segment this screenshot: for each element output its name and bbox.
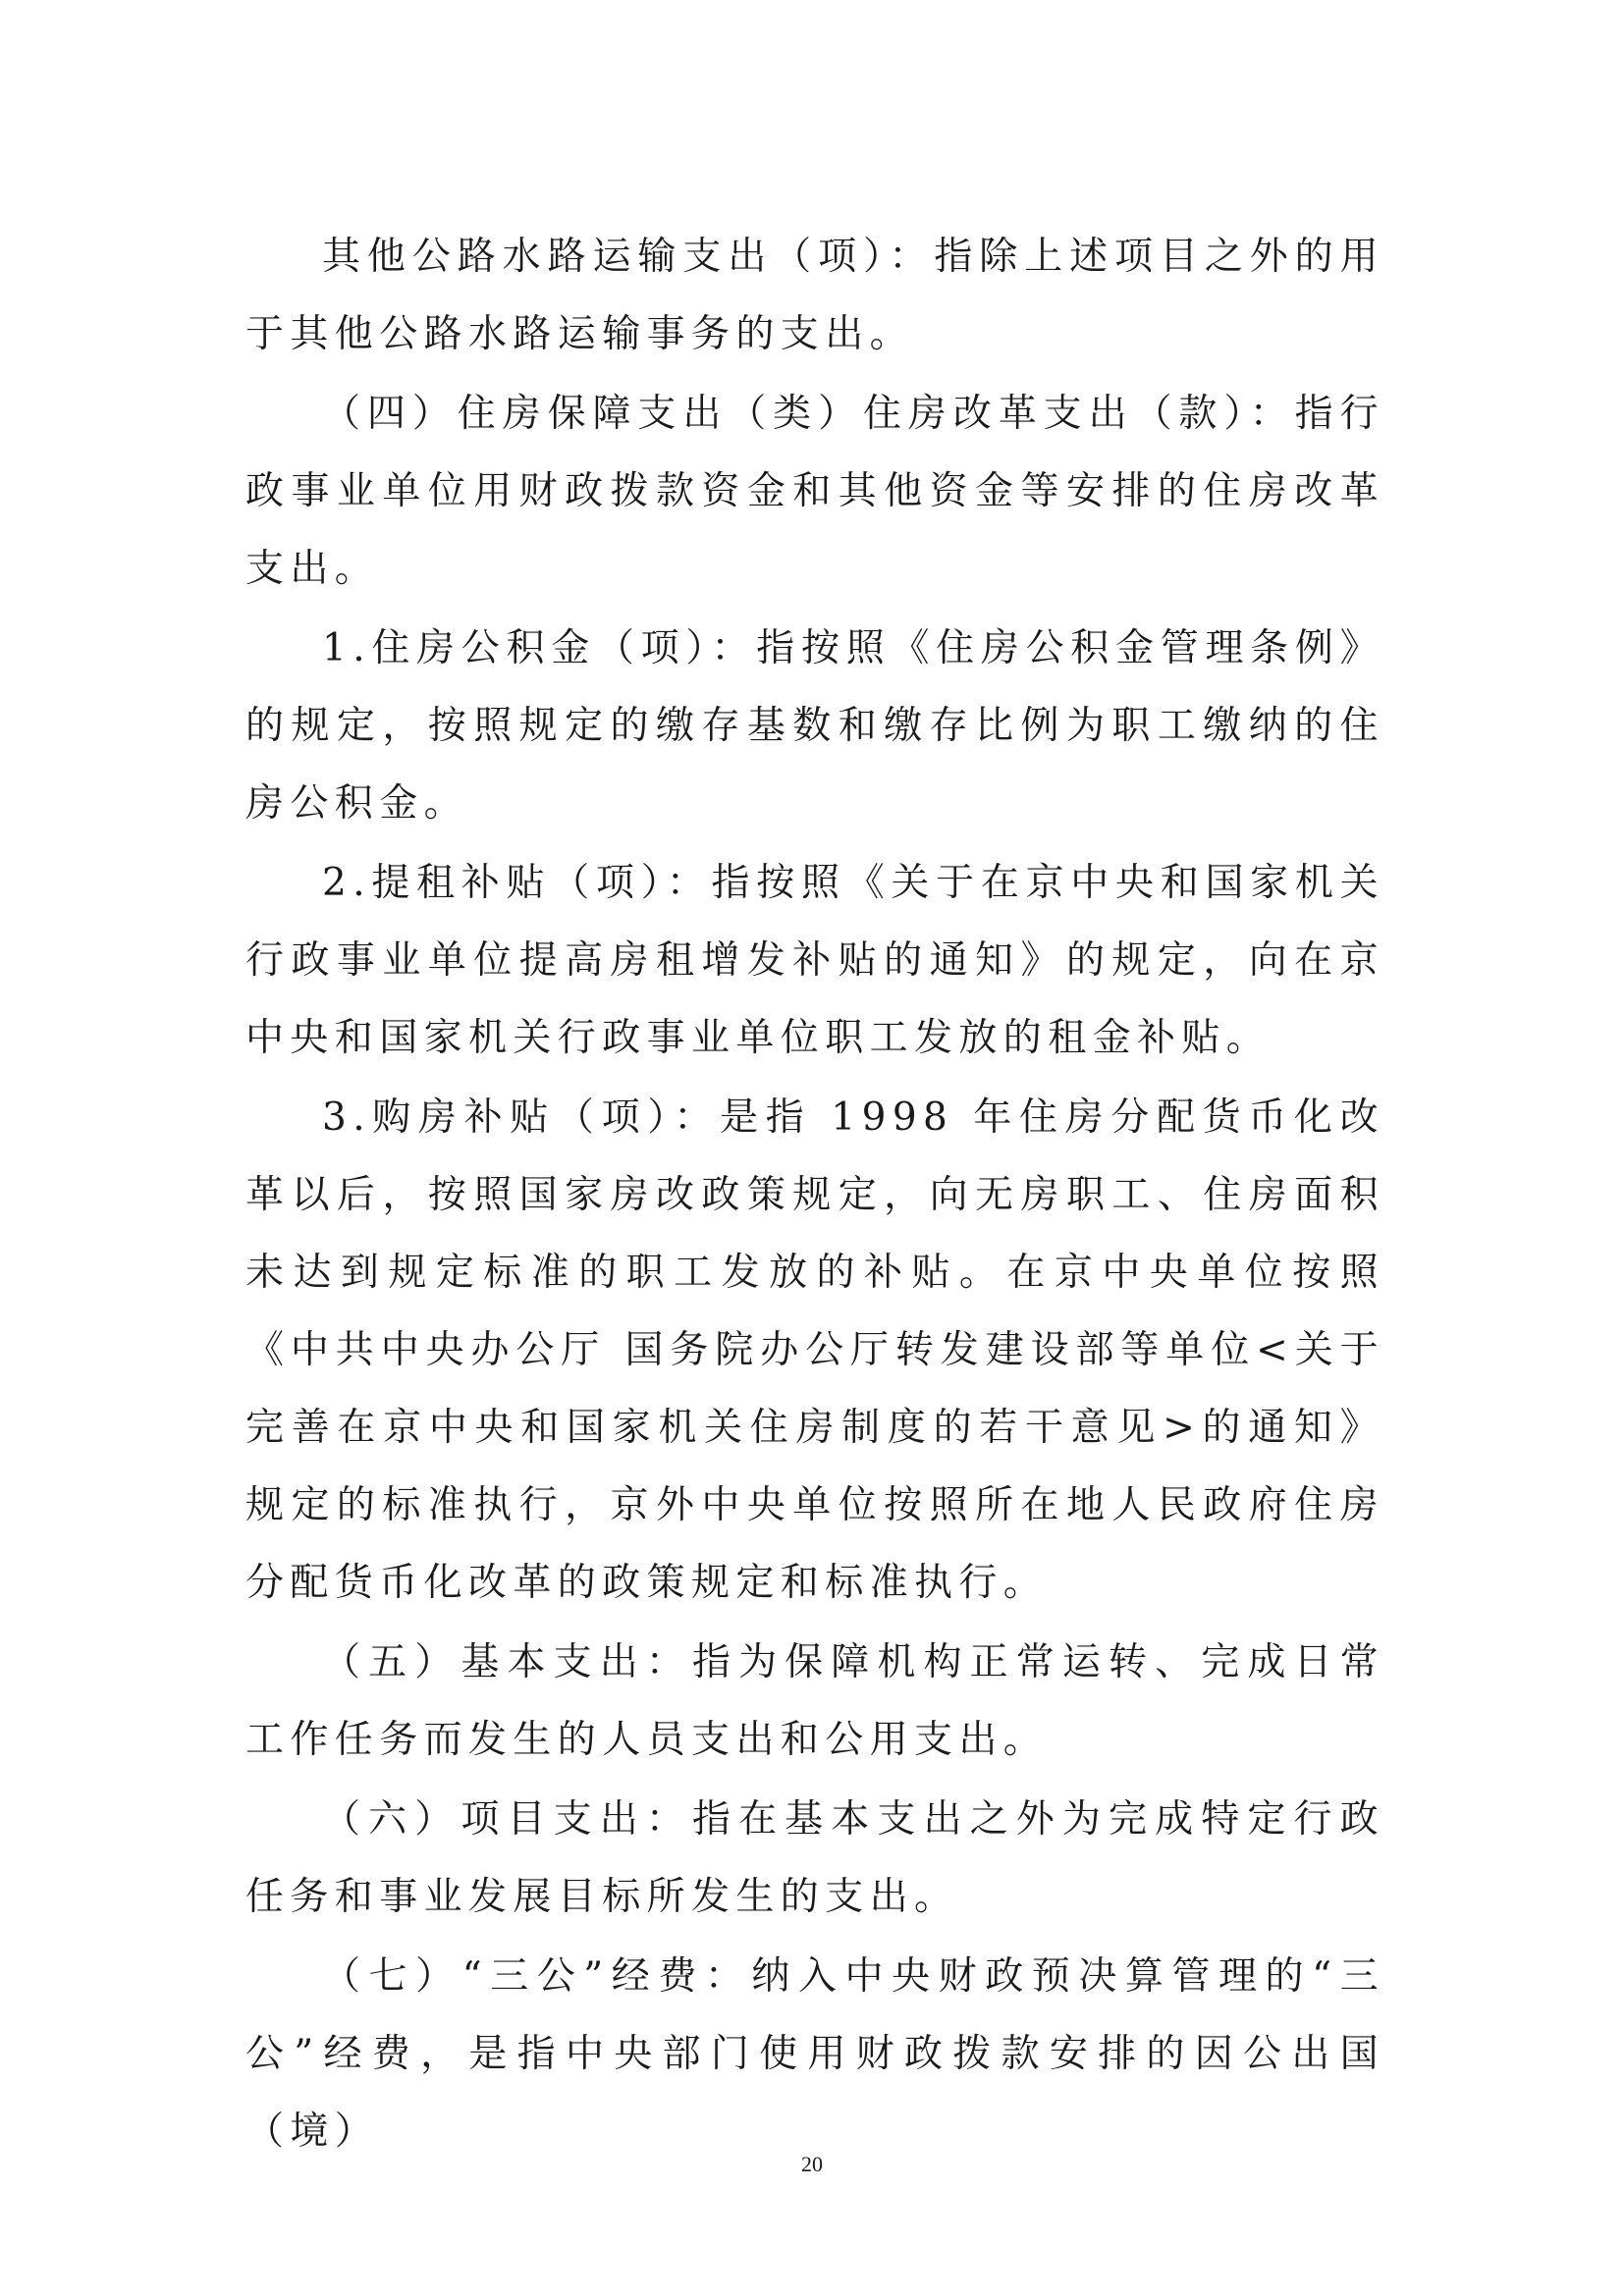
paragraph-housing-purchase-subsidy: 3.购房补贴（项）：是指 1998 年住房分配货币化改革以后，按照国家房改政策规定，向无房职工、住房面积未达到规定标准的职工发放的补贴。在京中央单位按照《中共中央办公厅 国务院办公厅转发建设部等单位<关于完善在京中央和国家机关住房制度的若干意见>的通知》规定的标准执行，京外中央单位按照所在地人民政府住房分配货币化改革的政策规定和标准执行。 xyxy=(245,1095,1384,1605)
paragraph-basic-expenditure: （五）基本支出：指为保障机构正常运转、完成日常工作任务而发生的人员支出和公用支出。 xyxy=(245,1640,1384,1762)
document-body xyxy=(245,218,1384,2172)
paragraph-housing-provident-fund: 1.住房公积金（项）：指按照《住房公积金管理条例》的规定，按照规定的缴存基数和缴存比例为职工缴纳的住房公积金。 xyxy=(245,626,1384,826)
page-number: 20 xyxy=(801,2152,823,2176)
paragraph-housing-reform-expenditure: （四）住房保障支出（类）住房改革支出（款）：指行政事业单位用财政拨款资金和其他资金等安排的住房改革支出。 xyxy=(245,392,1384,591)
paragraph-three-public-expenses: （七）“三公”经费：纳入中央财政预决算管理的“三公”经费，是指中央部门使用财政拨款安排的因公出国（境） xyxy=(245,1954,1384,2154)
paragraph-project-expenditure: （六）项目支出：指在基本支出之外为完成特定行政任务和事业发展目标所发生的支出。 xyxy=(245,1797,1384,1919)
paragraph-other-road-water-transport: 其他公路水路运输支出（项）：指除上述项目之外的用于其他公路水路运输事务的支出。 xyxy=(245,235,1384,356)
paragraph-rent-subsidy: 2.提租补贴（项）：指按照《关于在京中央和国家机关行政事业单位提高房租增发补贴的通知》的规定，向在京中央和国家机关行政事业单位职工发放的租金补贴。 xyxy=(245,861,1384,1060)
